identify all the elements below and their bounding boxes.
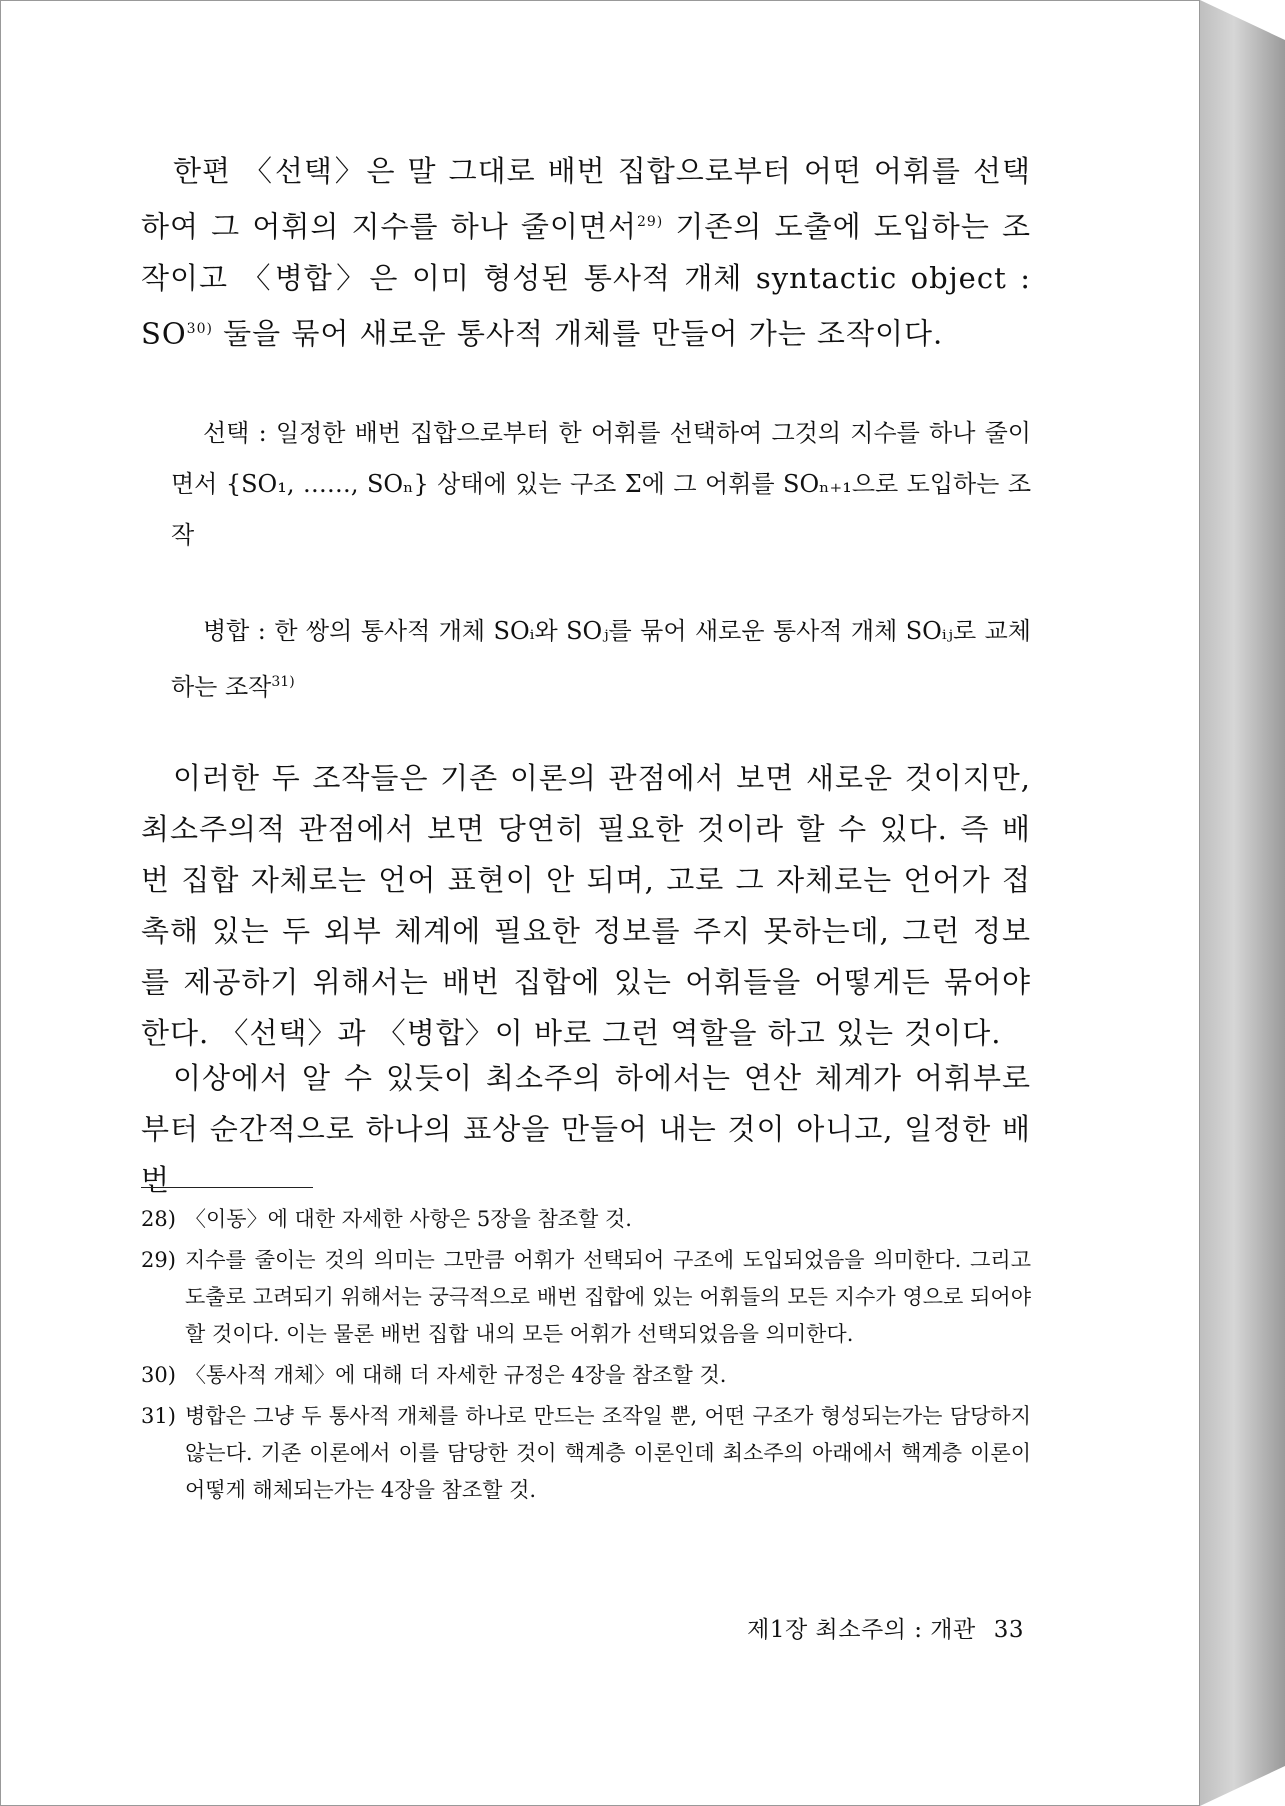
- definition-selection: [171, 408, 1031, 561]
- footnote-number: 30): [141, 1363, 176, 1387]
- footnote-ref-29: 29): [636, 214, 664, 230]
- footnotes: [141, 1201, 1031, 1513]
- footnote-28: [141, 1201, 1031, 1238]
- paragraph-intro-part1: 한편 〈선택〉은 말 그대로 배번 집합으로부터 어떤 어휘를 선택하여 그 어휘의 지수를 하나 줄이면서: [141, 154, 1031, 244]
- running-head: 제1장 최소주의 : 개관: [747, 1617, 976, 1643]
- footnote-30: [141, 1357, 1031, 1394]
- footnote-number: 29): [141, 1248, 176, 1272]
- footnote-text: 병합은 그냥 두 통사적 개체를 하나로 만드는 조작일 뿐, 어떤 구조가 형성되는가는 담당하지 않는다. 기존 이론에서 이를 담당한 것이 핵계층 이론인데 최소주의 아래에서 핵계층 이론이 어떻게 해체되는가는 4장을 참조할 것.: [185, 1404, 1031, 1502]
- definition-selection-text: 선택 : 일정한 배번 집합으로부터 한 어휘를 선택하여 그것의 지수를 하나 줄이면서 {SO₁, ……, SOₙ} 상태에 있는 구조 Σ에 그 어휘를 SOₙ₊₁으로 도입하는 조작: [171, 419, 1031, 549]
- page-footer: [747, 1611, 1024, 1644]
- paragraph-two-operations: [141, 753, 1031, 1059]
- paragraph-intro-part3: 둘을 묶어 새로운 통사적 개체를 만들어 가는 조작이다.: [212, 316, 944, 351]
- definition-merge: [171, 606, 1031, 713]
- paragraph-conclusion-text: 이상에서 알 수 있듯이 최소주의 하에서는 연산 체계가 어휘부로부터 순간적으로 하나의 표상을 만들어 내는 것이 아니고, 일정한 배번: [141, 1061, 1031, 1197]
- paragraph-two-operations-text: 이러한 두 조작들은 기존 이론의 관점에서 보면 새로운 것이지만, 최소주의적 관점에서 보면 당연히 필요한 것이라 할 수 있다. 즉 배번 집합 자체로는 언어 표현이 안 되며, 고로 그 자체로는 언어가 접촉해 있는 두 외부 체계에 필요한 정보를 주지 못하는데, 그런 정보를 제공하기 위해서는 배번 집합에 있는 어휘들을 어떻게든 묶어야 한다. 〈선택〉과 〈병합〉이 바로 그런 역할을 하고 있는 것이다.: [141, 761, 1031, 1050]
- footnote-31: [141, 1398, 1031, 1509]
- footnote-number: 28): [141, 1207, 176, 1231]
- footnote-ref-30: 30): [186, 320, 213, 337]
- definition-merge-text: 병합 : 한 쌍의 통사적 개체 SOᵢ와 SOⱼ를 묶어 새로운 통사적 개체 SOᵢⱼ로 교체하는 조작: [171, 617, 1031, 701]
- book-page-edge: [1200, 0, 1285, 1806]
- footnote-divider: [141, 1187, 313, 1188]
- footnote-text: 〈통사적 개체〉에 대해 더 자세한 규정은 4장을 참조할 것.: [185, 1363, 727, 1387]
- paragraph-conclusion: [141, 1053, 1031, 1206]
- paragraph-intro-part2: 기존의 도출에 도입하는 조작이고 〈병합〉은 이미 형성된 통사적 개체 syntactic object : SO: [141, 209, 1031, 351]
- footnote-ref-31: 31): [271, 674, 295, 690]
- paragraph-intro: [141, 146, 1031, 359]
- footnote-text: 〈이동〉에 대한 자세한 사항은 5장을 참조할 것.: [185, 1207, 632, 1231]
- footnote-29: [141, 1242, 1031, 1353]
- page-number: 33: [993, 1617, 1024, 1643]
- footnote-text: 지수를 줄이는 것의 의미는 그만큼 어휘가 선택되어 구조에 도입되었음을 의미한다. 그리고 도출로 고려되기 위해서는 궁극적으로 배번 집합에 있는 어휘들의 모든 지수가 영으로 되어야 할 것이다. 이는 물론 배번 집합 내의 모든 어휘가 선택되었음을 의미한다.: [185, 1248, 1031, 1346]
- footnote-number: 31): [141, 1404, 176, 1428]
